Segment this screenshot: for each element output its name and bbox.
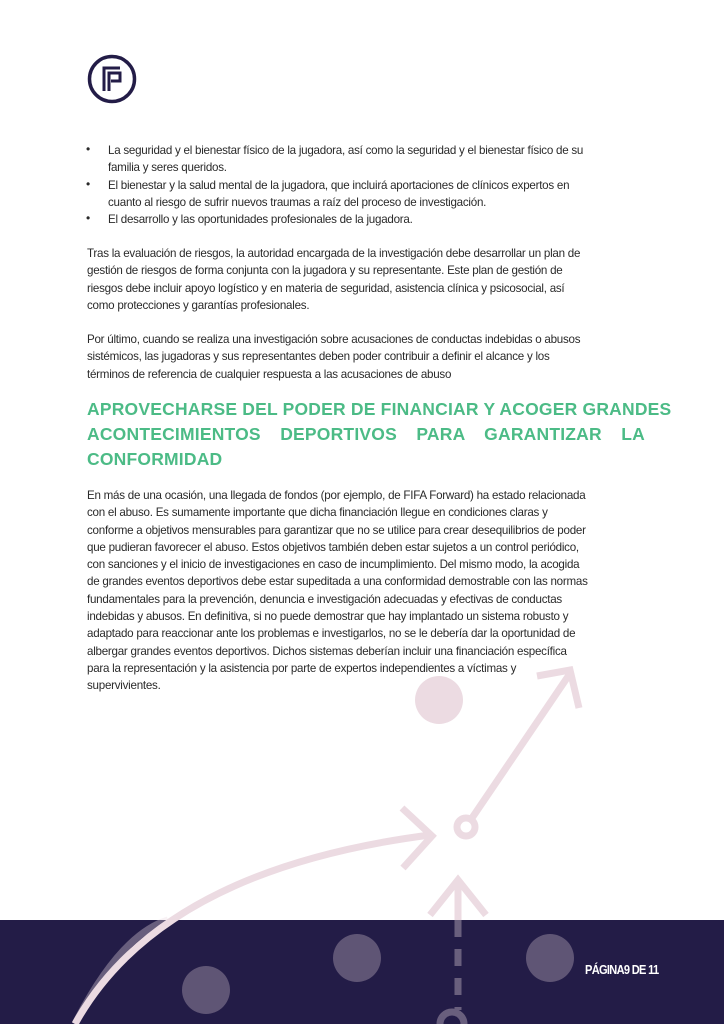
bullet-icon: • [86, 142, 90, 156]
paragraph-risk-plan [87, 245, 645, 314]
section-heading [87, 397, 672, 472]
text-line: Tras la evaluación de riesgos, la autoridad encargada de la investigación debe desarrollar un plan de [87, 247, 581, 260]
heading-line: APROVECHARSE DEL PODER DE FINANCIAR Y ACOGER GRANDES [87, 399, 672, 419]
text-line: cuanto al riesgo de sufrir nuevos traumas a raíz del proceso de investigación. [108, 195, 487, 209]
page-number: PÁGINA9 DE 11 [585, 962, 659, 977]
text-line: supervivientes. [87, 679, 161, 693]
paragraph-investigation-scope [87, 331, 645, 383]
text-line: como protecciones y garantías profesionales. [87, 298, 310, 312]
text-line: El bienestar y la salud mental de la jugadora, que incluirá aportaciones de clínicos expertos en [108, 178, 570, 192]
text-line: fundamentales para la prevención, denuncia e investigación adecuadas y efectivas de conductas [87, 592, 562, 606]
list-item [87, 211, 645, 228]
player-dot [526, 934, 574, 982]
bullet-icon: • [86, 211, 90, 226]
text-line: En más de una ocasión, una llegada de fondos (por ejemplo, de FIFA Forward) ha estado relacionada [87, 489, 586, 502]
text-line: albergar grandes eventos deportivos. Dichos sistemas deberían incluir una financiación específica [87, 644, 567, 658]
paragraph-funding [87, 487, 645, 695]
text-line: gestión de riesgos de forma conjunta con la jugadora y su representante. Este plan de gestión de [87, 264, 563, 278]
player-dot [182, 966, 230, 1014]
text-line: para la representación y la asistencia por parte de expertos independientes a víctimas y [87, 661, 517, 675]
text-line: riesgos debe incluir apoyo logístico y en materia de seguridad, asistencia clínica y psicosocial, así [87, 281, 565, 295]
text-line: indebidas y abusos. En definitiva, si no puede demostrar que hay implantado un sistema robusto y [87, 610, 569, 624]
text-line: términos de referencia de cualquier respuesta a las acusaciones de abuso [87, 367, 452, 381]
text-line: con el abuso. Es sumamente importante que dicha financiación llegue en condiciones claras y [87, 506, 548, 520]
run-curve [75, 835, 430, 1024]
text-line: familia y seres queridos. [108, 161, 227, 175]
player-dot [333, 934, 381, 982]
pass-arrow-line [472, 675, 569, 818]
bullet-list [87, 142, 645, 228]
heading-line: ACONTECIMIENTOS DEPORTIVOS PARA GARANTIZAR LA [87, 424, 645, 444]
text-line: adaptado para reaccionar ante los problemas e investigarlos, no se le debería dar la oportunidad de [87, 627, 576, 641]
text-line: La seguridad y el bienestar físico de la jugadora, así como la seguridad y el bienestar físico de su [108, 144, 584, 157]
list-item [87, 142, 645, 177]
text-line: de grandes eventos deportivos debe estar supeditada a una conformidad demostrable con las normas [87, 575, 588, 589]
text-line: El desarrollo y las oportunidades profesionales de la jugadora. [108, 213, 413, 227]
text-line: que pudieran favorecer el abuso. Estos objetivos también deben estar sujetos a un control periódico, [87, 540, 579, 554]
bullet-icon: • [86, 176, 90, 191]
heading-line: CONFORMIDAD [87, 449, 223, 469]
text-line: conforme a objetivos mensurables para garantizar que no se utilice para crear desequilibrios de poder [87, 523, 586, 537]
text-line: con sanciones y el inicio de investigaciones en caso de incumplimiento. Del mismo modo, la acogida [87, 558, 580, 572]
text-line: Por último, cuando se realiza una investigación sobre acusaciones de conductas indebidas o abusos [87, 333, 581, 346]
text-line: sistémicos, las jugadoras y sus representantes deben poder contribuir a definir el alcance y los [87, 350, 550, 364]
list-item [87, 177, 645, 212]
ball-ring [457, 818, 475, 836]
